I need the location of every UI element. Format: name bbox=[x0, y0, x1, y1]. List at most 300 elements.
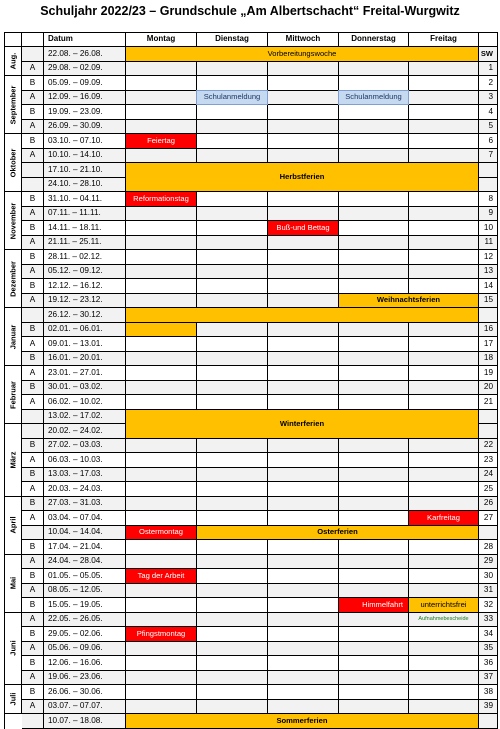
day-cell bbox=[268, 323, 339, 338]
week-ab-cell: A bbox=[22, 207, 44, 222]
month-label: Aug. bbox=[8, 52, 17, 70]
week-ab-cell: A bbox=[22, 366, 44, 381]
school-week-cell: 18 bbox=[479, 352, 498, 367]
day-cell bbox=[197, 250, 268, 265]
day-cell bbox=[339, 192, 409, 207]
day-cell bbox=[197, 555, 268, 570]
week-date-cell: 30.01. – 03.02. bbox=[44, 381, 126, 396]
day-cell bbox=[268, 511, 339, 526]
day-cell bbox=[339, 352, 409, 367]
week-date-cell: 19.12. – 23.12. bbox=[44, 294, 126, 309]
week-date-cell: 29.08. – 02.09. bbox=[44, 62, 126, 77]
day-cell bbox=[197, 337, 268, 352]
day-cell bbox=[126, 105, 197, 120]
week-date-cell: 16.01. – 20.01. bbox=[44, 352, 126, 367]
calendar-event: Tag der Arbeit bbox=[125, 568, 197, 584]
day-cell bbox=[197, 120, 268, 135]
week-date-cell: 17.04. – 21.04. bbox=[44, 540, 126, 555]
day-cell bbox=[268, 134, 339, 149]
week-ab-cell: B bbox=[22, 250, 44, 265]
week-date-cell: 13.02. – 17.02. bbox=[44, 410, 126, 425]
school-week-cell: 2 bbox=[479, 76, 498, 91]
calendar-event: Pfingstmontag bbox=[125, 626, 197, 642]
sw-header bbox=[479, 32, 498, 47]
day-cell bbox=[197, 366, 268, 381]
month-label: Januar bbox=[8, 324, 17, 349]
day-cell bbox=[268, 453, 339, 468]
date-header: Datum bbox=[44, 32, 126, 47]
month-label-cell bbox=[4, 366, 22, 424]
school-week-cell: 31 bbox=[479, 584, 498, 599]
day-cell bbox=[126, 279, 197, 294]
school-week-cell: 11 bbox=[479, 236, 498, 251]
day-cell bbox=[197, 323, 268, 338]
school-week-cell: 21 bbox=[479, 395, 498, 410]
day-cell bbox=[126, 511, 197, 526]
school-week-cell: 38 bbox=[479, 685, 498, 700]
day-cell bbox=[126, 642, 197, 657]
day-cell bbox=[339, 250, 409, 265]
day-cell bbox=[197, 236, 268, 251]
calendar-event: Schulanmeldung bbox=[338, 90, 409, 106]
day-cell bbox=[126, 76, 197, 91]
day-cell bbox=[126, 352, 197, 367]
calendar-event: Ostermontag bbox=[125, 525, 197, 541]
month-label: Mai bbox=[8, 576, 17, 590]
week-date-cell: 21.11. – 25.11. bbox=[44, 236, 126, 251]
day-cell bbox=[339, 656, 409, 671]
week-ab-cell: A bbox=[22, 149, 44, 164]
calendar-event: Winterferien bbox=[125, 409, 479, 439]
day-cell bbox=[126, 120, 197, 135]
day-header: Dienstag bbox=[197, 32, 268, 47]
day-cell bbox=[268, 482, 339, 497]
school-week-cell: 17 bbox=[479, 337, 498, 352]
calendar-event: Weihnachtsferien bbox=[338, 293, 479, 309]
day-cell bbox=[268, 76, 339, 91]
week-ab-cell: B bbox=[22, 540, 44, 555]
week-date-cell: 06.03. – 10.03. bbox=[44, 453, 126, 468]
day-cell bbox=[197, 62, 268, 77]
week-ab-cell bbox=[22, 424, 44, 439]
week-ab-cell bbox=[22, 178, 44, 193]
week-date-cell: 27.03. – 31.03. bbox=[44, 497, 126, 512]
day-cell bbox=[409, 62, 479, 77]
day-cell bbox=[409, 323, 479, 338]
day-cell bbox=[339, 265, 409, 280]
week-date-cell: 22.05. – 26.05. bbox=[44, 613, 126, 628]
school-week-cell: 29 bbox=[479, 555, 498, 570]
day-cell bbox=[268, 497, 339, 512]
week-date-cell: 03.07. – 07.07. bbox=[44, 700, 126, 715]
day-header: Mittwoch bbox=[268, 32, 339, 47]
day-cell bbox=[339, 555, 409, 570]
day-cell bbox=[339, 221, 409, 236]
week-ab-cell: A bbox=[22, 62, 44, 77]
day-cell bbox=[339, 62, 409, 77]
day-cell bbox=[409, 250, 479, 265]
day-cell bbox=[126, 439, 197, 454]
week-ab-cell bbox=[22, 47, 44, 62]
day-cell bbox=[339, 627, 409, 642]
day-cell bbox=[409, 627, 479, 642]
day-cell bbox=[409, 395, 479, 410]
week-date-cell: 08.05. – 12.05. bbox=[44, 584, 126, 599]
school-week-cell: 7 bbox=[479, 149, 498, 164]
week-ab-cell: B bbox=[22, 134, 44, 149]
day-cell bbox=[339, 149, 409, 164]
day-cell bbox=[268, 700, 339, 715]
day-cell bbox=[339, 540, 409, 555]
day-cell bbox=[268, 439, 339, 454]
week-date-cell: 28.11. – 02.12. bbox=[44, 250, 126, 265]
day-cell bbox=[339, 453, 409, 468]
month-label-cell bbox=[4, 47, 22, 76]
school-week-cell: 24 bbox=[479, 468, 498, 483]
school-week-cell bbox=[479, 178, 498, 193]
week-date-cell: 24.04. – 28.04. bbox=[44, 555, 126, 570]
week-date-cell: 09.01. – 13.01. bbox=[44, 337, 126, 352]
day-cell bbox=[126, 540, 197, 555]
school-week-cell: 35 bbox=[479, 642, 498, 657]
school-week-cell: 25 bbox=[479, 482, 498, 497]
day-cell bbox=[126, 337, 197, 352]
school-week-cell: 5 bbox=[479, 120, 498, 135]
day-cell bbox=[126, 468, 197, 483]
day-cell bbox=[197, 76, 268, 91]
day-cell bbox=[268, 337, 339, 352]
week-ab-cell: B bbox=[22, 323, 44, 338]
day-cell bbox=[197, 584, 268, 599]
calendar-event bbox=[125, 307, 479, 323]
ab-header bbox=[22, 32, 44, 47]
school-week-cell: 36 bbox=[479, 656, 498, 671]
day-cell bbox=[409, 236, 479, 251]
week-date-cell: 13.03. – 17.03. bbox=[44, 468, 126, 483]
day-cell bbox=[197, 598, 268, 613]
week-ab-cell: A bbox=[22, 395, 44, 410]
school-week-cell bbox=[479, 526, 498, 541]
week-ab-cell: A bbox=[22, 700, 44, 715]
day-cell bbox=[409, 105, 479, 120]
week-date-cell: 12.12. – 16.12. bbox=[44, 279, 126, 294]
month-label: Dezember bbox=[8, 260, 17, 297]
day-cell bbox=[409, 134, 479, 149]
page-title: Schuljahr 2022/23 – Grundschule „Am Albertschacht“ Freital-Wurgwitz bbox=[40, 4, 460, 18]
week-ab-cell: A bbox=[22, 555, 44, 570]
day-cell bbox=[268, 120, 339, 135]
week-ab-cell: B bbox=[22, 598, 44, 613]
day-cell bbox=[268, 598, 339, 613]
school-week-cell: 34 bbox=[479, 627, 498, 642]
day-cell bbox=[409, 381, 479, 396]
day-cell bbox=[126, 497, 197, 512]
week-date-cell: 06.02. – 10.02. bbox=[44, 395, 126, 410]
day-cell bbox=[268, 279, 339, 294]
day-cell bbox=[197, 453, 268, 468]
day-cell bbox=[197, 192, 268, 207]
school-week-cell: 15 bbox=[479, 294, 498, 309]
day-cell bbox=[268, 613, 339, 628]
day-cell bbox=[197, 642, 268, 657]
day-cell bbox=[409, 671, 479, 686]
day-cell bbox=[339, 642, 409, 657]
day-cell bbox=[197, 613, 268, 628]
month-label-cell bbox=[4, 497, 22, 555]
day-cell bbox=[339, 700, 409, 715]
calendar-event: Osterferien bbox=[196, 525, 479, 541]
day-cell bbox=[409, 540, 479, 555]
school-week-cell bbox=[479, 714, 498, 729]
day-cell bbox=[409, 656, 479, 671]
week-date-cell: 05.06. – 09.06. bbox=[44, 642, 126, 657]
day-header: Donnerstag bbox=[339, 32, 409, 47]
day-cell bbox=[409, 207, 479, 222]
week-ab-cell: B bbox=[22, 76, 44, 91]
day-cell bbox=[339, 236, 409, 251]
calendar-event: Sommerferien bbox=[125, 713, 479, 729]
week-date-cell: 20.03. – 24.03. bbox=[44, 482, 126, 497]
week-date-cell: 05.09. – 09.09. bbox=[44, 76, 126, 91]
week-date-cell: 03.10. – 07.10. bbox=[44, 134, 126, 149]
school-week-cell: 26 bbox=[479, 497, 498, 512]
day-cell bbox=[409, 569, 479, 584]
day-cell bbox=[126, 656, 197, 671]
day-cell bbox=[409, 468, 479, 483]
week-date-cell: 26.09. – 30.09. bbox=[44, 120, 126, 135]
school-week-cell: 30 bbox=[479, 569, 498, 584]
day-cell bbox=[409, 192, 479, 207]
day-cell bbox=[339, 671, 409, 686]
day-cell bbox=[197, 656, 268, 671]
school-week-cell: 14 bbox=[479, 279, 498, 294]
day-cell bbox=[409, 279, 479, 294]
school-week-cell bbox=[479, 410, 498, 425]
week-ab-cell bbox=[22, 526, 44, 541]
day-cell bbox=[339, 105, 409, 120]
day-cell bbox=[339, 497, 409, 512]
school-week-cell: 4 bbox=[479, 105, 498, 120]
week-date-cell: 10.07. – 18.08. bbox=[44, 714, 126, 729]
day-cell bbox=[268, 62, 339, 77]
day-cell bbox=[126, 671, 197, 686]
calendar-event: Schulanmeldung bbox=[196, 90, 268, 106]
day-cell bbox=[339, 395, 409, 410]
week-ab-cell: A bbox=[22, 337, 44, 352]
day-cell bbox=[268, 685, 339, 700]
week-date-cell: 15.05. – 19.05. bbox=[44, 598, 126, 613]
calendar-event: unterrichtsfrei bbox=[408, 597, 479, 613]
school-week-cell: SW bbox=[479, 47, 498, 62]
day-cell bbox=[339, 439, 409, 454]
calendar-event: Aufnahmebescheide bbox=[418, 615, 469, 622]
day-cell bbox=[126, 366, 197, 381]
month-label-cell bbox=[4, 192, 22, 250]
calendar-event: Herbstferien bbox=[125, 162, 479, 192]
school-week-cell: 3 bbox=[479, 91, 498, 106]
day-cell bbox=[409, 366, 479, 381]
day-cell bbox=[339, 76, 409, 91]
day-cell bbox=[409, 685, 479, 700]
day-cell bbox=[268, 395, 339, 410]
day-cell bbox=[268, 381, 339, 396]
week-date-cell: 31.10. – 04.11. bbox=[44, 192, 126, 207]
day-cell bbox=[268, 236, 339, 251]
day-cell bbox=[197, 540, 268, 555]
day-cell bbox=[339, 366, 409, 381]
month-label-cell bbox=[4, 134, 22, 192]
week-date-cell: 14.11. – 18.11. bbox=[44, 221, 126, 236]
month-label-cell bbox=[4, 250, 22, 308]
week-ab-cell bbox=[22, 714, 44, 729]
day-cell bbox=[409, 482, 479, 497]
day-cell bbox=[126, 250, 197, 265]
week-ab-cell: B bbox=[22, 569, 44, 584]
day-cell bbox=[126, 613, 197, 628]
day-cell bbox=[268, 366, 339, 381]
month-label-cell bbox=[4, 555, 22, 613]
day-cell bbox=[126, 62, 197, 77]
week-ab-cell: B bbox=[22, 627, 44, 642]
day-cell bbox=[126, 584, 197, 599]
week-date-cell: 22.08. – 26.08. bbox=[44, 47, 126, 62]
day-cell bbox=[409, 700, 479, 715]
day-cell bbox=[268, 569, 339, 584]
month-label: Oktober bbox=[8, 148, 17, 177]
school-week-cell: 13 bbox=[479, 265, 498, 280]
week-ab-cell: A bbox=[22, 453, 44, 468]
month-label: November bbox=[8, 202, 17, 239]
day-cell bbox=[268, 352, 339, 367]
day-cell bbox=[126, 700, 197, 715]
day-cell bbox=[197, 511, 268, 526]
day-cell bbox=[197, 627, 268, 642]
week-ab-cell: A bbox=[22, 613, 44, 628]
week-date-cell: 27.02. – 03.03. bbox=[44, 439, 126, 454]
day-cell bbox=[339, 584, 409, 599]
month-label-cell bbox=[4, 308, 22, 366]
day-cell bbox=[339, 279, 409, 294]
day-cell bbox=[409, 337, 479, 352]
day-cell bbox=[126, 91, 197, 106]
week-ab-cell bbox=[22, 410, 44, 425]
month-label: Juni bbox=[8, 640, 17, 656]
day-cell bbox=[197, 149, 268, 164]
school-week-cell: 23 bbox=[479, 453, 498, 468]
month-label: März bbox=[8, 451, 17, 469]
week-date-cell: 26.06. – 30.06. bbox=[44, 685, 126, 700]
month-label-cell bbox=[4, 613, 22, 686]
day-cell bbox=[409, 91, 479, 106]
calendar-event: Vorbereitungswoche bbox=[125, 46, 479, 62]
day-cell bbox=[197, 279, 268, 294]
day-cell bbox=[409, 120, 479, 135]
day-cell bbox=[268, 540, 339, 555]
day-cell bbox=[197, 482, 268, 497]
week-ab-cell: B bbox=[22, 381, 44, 396]
day-cell bbox=[197, 395, 268, 410]
month-label-cell bbox=[4, 76, 22, 134]
calendar-event: Feiertag bbox=[125, 133, 197, 149]
day-cell bbox=[126, 236, 197, 251]
day-cell bbox=[126, 395, 197, 410]
day-header: Montag bbox=[126, 32, 197, 47]
calendar-event: Karfreitag bbox=[408, 510, 479, 526]
day-cell bbox=[197, 497, 268, 512]
school-week-cell bbox=[479, 308, 498, 323]
day-cell bbox=[197, 671, 268, 686]
school-week-cell: 27 bbox=[479, 511, 498, 526]
day-cell bbox=[126, 221, 197, 236]
month-header bbox=[4, 32, 22, 47]
day-cell bbox=[268, 207, 339, 222]
day-header: Freitag bbox=[409, 32, 479, 47]
week-date-cell: 20.02. – 24.02. bbox=[44, 424, 126, 439]
day-cell bbox=[126, 555, 197, 570]
calendar-event bbox=[125, 322, 197, 338]
day-cell bbox=[126, 207, 197, 222]
day-cell bbox=[409, 453, 479, 468]
week-date-cell: 03.04. – 07.04. bbox=[44, 511, 126, 526]
day-cell bbox=[126, 598, 197, 613]
month-label: September bbox=[8, 85, 17, 124]
week-ab-cell: A bbox=[22, 265, 44, 280]
week-ab-cell: A bbox=[22, 671, 44, 686]
day-cell bbox=[197, 468, 268, 483]
week-date-cell: 29.05. – 02.06. bbox=[44, 627, 126, 642]
week-ab-cell: A bbox=[22, 91, 44, 106]
day-cell bbox=[268, 265, 339, 280]
day-cell bbox=[409, 642, 479, 657]
week-ab-cell: A bbox=[22, 120, 44, 135]
day-cell bbox=[268, 671, 339, 686]
week-ab-cell: B bbox=[22, 279, 44, 294]
week-date-cell: 10.04. – 14.04. bbox=[44, 526, 126, 541]
day-cell bbox=[268, 555, 339, 570]
day-cell bbox=[197, 265, 268, 280]
day-cell bbox=[409, 265, 479, 280]
week-date-cell: 23.01. – 27.01. bbox=[44, 366, 126, 381]
week-date-cell: 26.12. – 30.12. bbox=[44, 308, 126, 323]
week-ab-cell: A bbox=[22, 511, 44, 526]
calendar-event: Buß-und Bettag bbox=[267, 220, 339, 236]
day-cell bbox=[409, 439, 479, 454]
school-week-cell: 19 bbox=[479, 366, 498, 381]
week-date-cell: 19.06. – 23.06. bbox=[44, 671, 126, 686]
day-cell bbox=[126, 294, 197, 309]
week-date-cell: 02.01. – 06.01. bbox=[44, 323, 126, 338]
month-label: Februar bbox=[8, 380, 17, 409]
week-ab-cell: B bbox=[22, 221, 44, 236]
day-cell bbox=[197, 105, 268, 120]
week-ab-cell: B bbox=[22, 439, 44, 454]
day-cell bbox=[339, 468, 409, 483]
day-cell bbox=[197, 569, 268, 584]
week-date-cell: 12.06. – 16.06. bbox=[44, 656, 126, 671]
school-week-cell: 1 bbox=[479, 62, 498, 77]
day-cell bbox=[339, 323, 409, 338]
day-cell bbox=[268, 468, 339, 483]
day-cell bbox=[409, 149, 479, 164]
school-week-cell: 33 bbox=[479, 613, 498, 628]
week-date-cell: 12.09. – 16.09. bbox=[44, 91, 126, 106]
week-ab-cell: A bbox=[22, 294, 44, 309]
day-cell bbox=[339, 120, 409, 135]
school-week-cell: 10 bbox=[479, 221, 498, 236]
day-cell bbox=[126, 381, 197, 396]
day-cell bbox=[197, 221, 268, 236]
day-cell bbox=[197, 439, 268, 454]
